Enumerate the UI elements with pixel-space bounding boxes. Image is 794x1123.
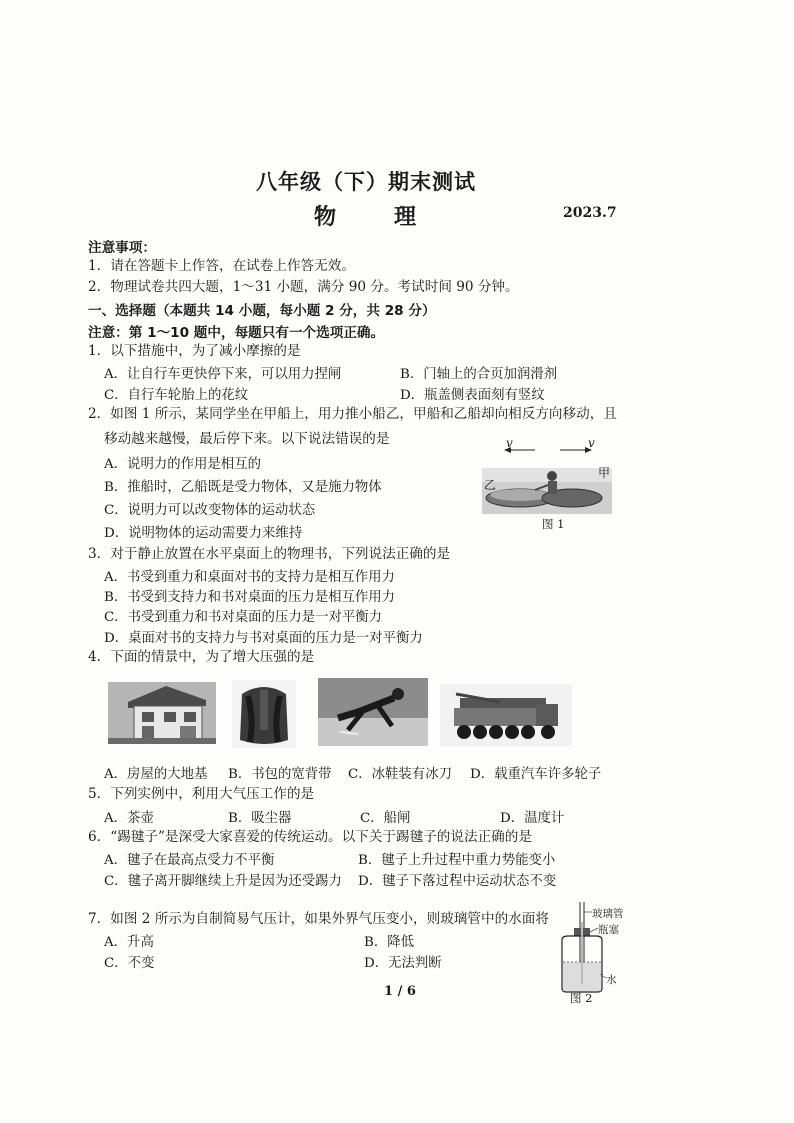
fig1-velocity-right: v	[588, 436, 595, 450]
heavy-truck-photo	[440, 684, 572, 746]
q5-option-a: A．茶壶	[104, 811, 154, 826]
backpack-photo	[232, 680, 296, 748]
q3-option-b: B．书受到支持力和书对桌面的压力是相互作用力	[104, 590, 396, 605]
ice-skater-drawing	[318, 678, 428, 746]
q1-option-a: A．让自行车更快停下来，可以用力捏闸	[104, 367, 342, 382]
q7-option-b: B．降低	[364, 935, 415, 950]
fig2-caption: 图 2	[570, 991, 593, 1005]
q4-stem: 4．下面的情景中，为了增大压强的是	[88, 649, 315, 665]
fig1-caption: 图 1	[542, 517, 565, 531]
q5-stem: 5．下列实例中，利用大气压工作的是	[88, 786, 315, 802]
notes-item-1: 1．请在答题卡上作答，在试卷上作答无效。	[88, 258, 355, 274]
q5-option-d: D．温度计	[500, 811, 565, 826]
q5-option-c: C．船闸	[360, 811, 411, 826]
q1-stem: 1．以下措施中，为了减小摩擦的是	[88, 343, 301, 359]
q2-option-b: B．推船时，乙船既是受力物体，又是施力物体	[104, 480, 382, 495]
q6-option-b: B．毽子上升过程中重力势能变小	[358, 853, 556, 868]
page-number: 1 / 6	[384, 984, 416, 999]
fig2-label-water: 水	[606, 974, 617, 986]
notes-heading: 注意事项：	[88, 240, 156, 256]
q3-option-c: C．书受到重力和书对桌面的压力是一对平衡力	[104, 610, 383, 625]
q4-option-a: A．房屋的大地基	[104, 767, 208, 782]
house-drawing	[108, 682, 216, 744]
q6-stem: 6．“踢毽子”是深受大家喜爱的传统运动。以下关于踢毽子的说法正确的是	[88, 829, 532, 845]
q6-option-a: A．毽子在最高点受力不平衡	[104, 853, 275, 868]
q7-option-c: C．不变	[104, 956, 155, 971]
q2-stem-line2: 移动越来越慢，最后停下来。以下说法错误的是	[104, 431, 390, 447]
q5-option-b: B．吸尘器	[228, 811, 292, 826]
q3-option-a: A．书受到重力和桌面对书的支持力是相互作用力	[104, 570, 395, 585]
fig2-label-stopper: 瓶塞	[598, 924, 619, 936]
q2-stem-line1: 2．如图 1 所示，某同学坐在甲船上，用力推小船乙，甲船和乙船却向相反方向移动，且	[88, 406, 617, 422]
house-photo	[108, 682, 216, 744]
heavy-truck-drawing	[440, 684, 572, 746]
section-heading: 一、选择题（本题共 14 小题，每小题 2 分，共 28 分）	[88, 303, 436, 319]
fig1-label-jia: 甲	[598, 466, 611, 480]
q1-option-d: D．瓶盖侧表面刻有竖纹	[400, 388, 545, 403]
q6-option-d: D．毽子下落过程中运动状态不变	[358, 874, 557, 889]
q2-option-a: A．说明力的作用是相互的	[104, 457, 261, 472]
backpack-drawing	[232, 680, 296, 748]
q3-option-d: D．桌面对书的支持力与书对桌面的压力是一对平衡力	[104, 631, 423, 646]
q3-stem: 3．对于静止放置在水平桌面上的物理书，下列说法正确的是	[88, 546, 451, 562]
section-note: 注意：第 1～10 题中，每题只有一个选项正确。	[88, 325, 385, 341]
notes-item-2: 2．物理试卷共四大题，1～31 小题，满分 90 分。考试时间 90 分钟。	[88, 279, 519, 295]
q7-option-a: A．升高	[104, 935, 154, 950]
q2-option-c: C．说明力可以改变物体的运动状态	[104, 503, 316, 518]
fig2-label-glass-tube: 玻璃管	[592, 908, 624, 920]
q1-option-b: B．门轴上的合页加润滑剂	[400, 367, 558, 382]
fig1-velocity-left: v	[506, 436, 513, 450]
exam-title: 八年级（下）期末测试	[256, 170, 476, 194]
q2-option-d: D．说明物体的运动需要力来维持	[104, 526, 303, 541]
ice-skater-photo	[318, 678, 428, 746]
q4-option-b: B．书包的宽背带	[228, 767, 332, 782]
figure-2-barometer	[548, 898, 640, 1006]
q4-option-d: D．载重汽车许多轮子	[470, 767, 602, 782]
q1-option-c: C．自行车轮胎上的花纹	[104, 388, 249, 403]
q6-option-c: C．毽子离开脚继续上升是因为还受踢力	[104, 874, 342, 889]
figure-1-boats	[480, 432, 620, 532]
q7-stem: 7．如图 2 所示为自制简易气压计，如果外界气压变小，则玻璃管中的水面将	[88, 911, 549, 927]
q7-option-d: D．无法判断	[364, 956, 442, 971]
subject-title: 物 理	[314, 205, 435, 230]
exam-date: 2023.7	[563, 205, 617, 221]
q4-option-c: C．冰鞋装有冰刀	[348, 767, 452, 782]
fig1-label-yi: 乙	[484, 478, 497, 492]
